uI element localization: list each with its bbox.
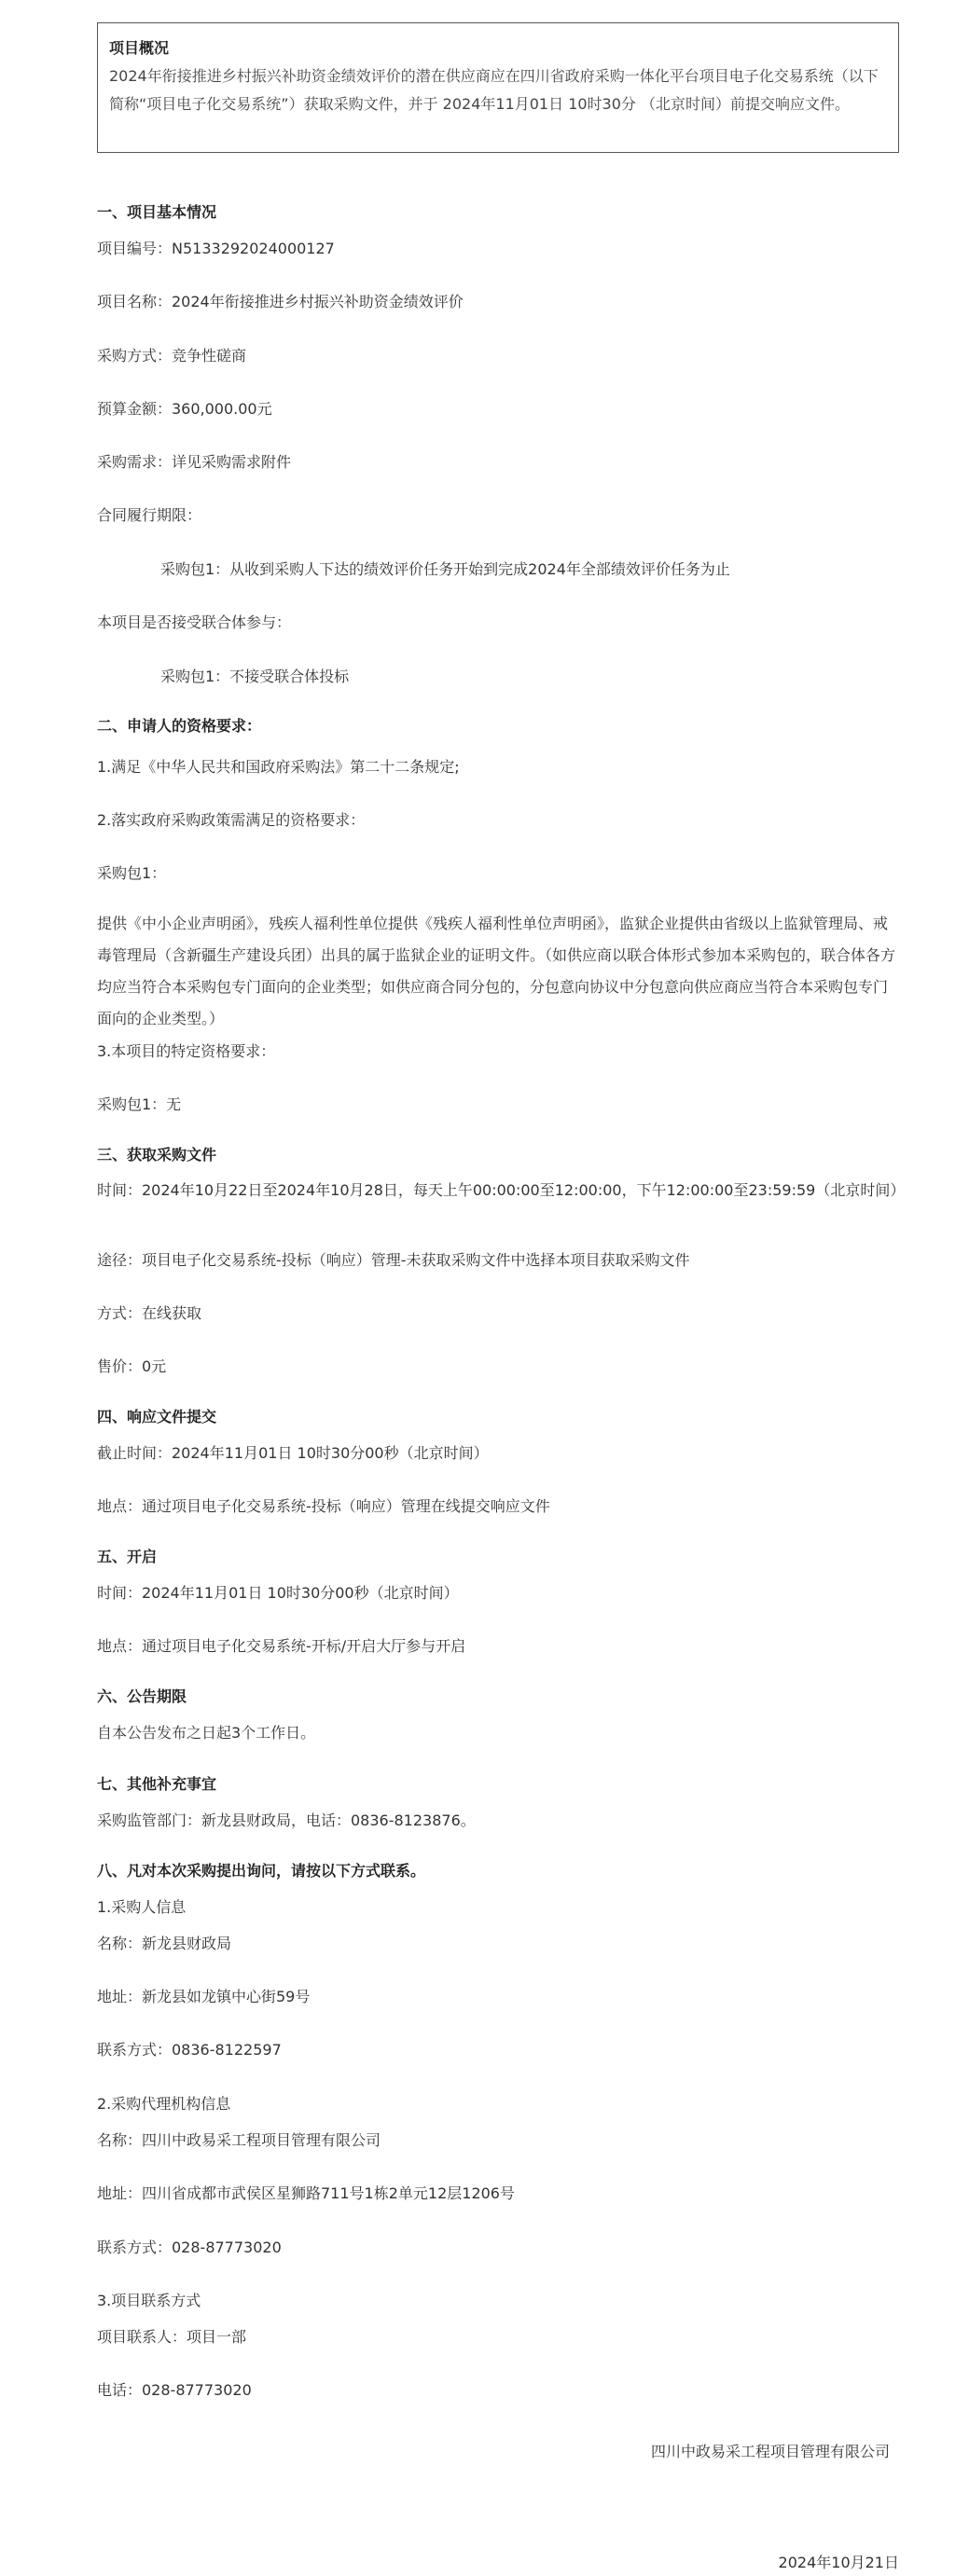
contract-period-label: 合同履行期限： (97, 506, 202, 524)
section-heading-submission: 四、响应文件提交 (97, 1408, 217, 1426)
section-heading-notice-period: 六、公告期限 (97, 1687, 187, 1705)
overview-title: 项目概况 (109, 39, 170, 57)
purchaser-name: 名称：新龙县财政局 (97, 1935, 232, 1952)
opening-time: 时间：2024年11月01日 10时30分00秒（北京时间） (97, 1584, 459, 1602)
consortium-package: 采购包1：不接受联合体投标 (160, 668, 350, 685)
section-heading-opening: 五、开启 (97, 1548, 158, 1565)
agency-address: 地址：四川省成都市武侯区星狮路711号1栋2单元12层1206号 (97, 2184, 515, 2202)
qualification-req-1: 1.满足《中华人民共和国政府采购法》第二十二条规定; (97, 758, 460, 776)
notice-period-text: 自本公告发布之日起3个工作日。 (97, 1724, 316, 1742)
submission-deadline: 截止时间：2024年11月01日 10时30分00秒（北京时间） (97, 1444, 489, 1462)
issuer-signature: 四川中政易采工程项目管理有限公司 (650, 2443, 890, 2460)
document-price: 售价：0元 (97, 1357, 167, 1375)
project-contact-phone: 电话：028-87773020 (97, 2381, 252, 2399)
project-number: 项目编号：N5133292024000127 (97, 240, 335, 257)
section-heading-contact: 八、凡对本次采购提出询问，请按以下方式联系。 (97, 1862, 426, 1880)
policy-requirement-text: 提供《中小企业声明函》，残疾人福利性单位提供《残疾人福利性单位声明函》，监狱企业提供由省级以上监狱管理局、戒毒管理局（含新疆生产建设兵团）出具的属于监狱企业的证明文件。（如供应商以联合体形式参加本采购包的，联合体各方均应当符合本采购包专门面向的企业类型；如供应商合同分包的，分包意向协议中分包意向供应商应当符合本采购包专门面向的企业类型。） (97, 915, 896, 1027)
project-contact-label: 3.项目联系方式 (97, 2292, 201, 2309)
section-heading-basic-info: 一、项目基本情况 (97, 203, 217, 221)
obtain-time: 时间：2024年10月22日至2024年10月28日，每天上午00:00:00至12:00:00，下午12:00:00至23:59:59（北京时间） (97, 1181, 906, 1199)
section-heading-supplementary: 七、其他补充事宜 (97, 1775, 217, 1793)
opening-place: 地点：通过项目电子化交易系统-开标/开启大厅参与开启 (97, 1637, 466, 1655)
overview-text: 2024年衔接推进乡村振兴补助资金绩效评价的潜在供应商应在四川省政府采购一体化平台项目电子化交易系统（以下简称“项目电子化交易系统”）获取采购文件，并于 2024年11月01日 10时30分 （北京时间）前提交响应文件。 (109, 67, 879, 113)
agency-name: 名称：四川中政易采工程项目管理有限公司 (97, 2131, 381, 2149)
project-contact-person: 项目联系人：项目一部 (97, 2328, 247, 2346)
purchaser-info-label: 1.采购人信息 (97, 1898, 187, 1916)
project-name: 项目名称：2024年衔接推进乡村振兴补助资金绩效评价 (97, 293, 464, 310)
section-heading-obtain-documents: 三、获取采购文件 (97, 1146, 217, 1164)
qualification-req-2: 2.落实政府采购政策需满足的资格要求： (97, 811, 366, 829)
obtain-channel: 途径：项目电子化交易系统-投标（响应）管理-未获取采购文件中选择本项目获取采购文件 (97, 1251, 690, 1269)
agency-info-label: 2.采购代理机构信息 (97, 2095, 231, 2113)
supervision-department: 采购监管部门：新龙县财政局，电话：0836-8123876。 (97, 1811, 476, 1829)
qualification-package-label: 采购包1： (97, 864, 167, 882)
consortium-label: 本项目是否接受联合体参与： (97, 613, 292, 631)
obtain-way: 方式：在线获取 (97, 1304, 202, 1322)
project-overview-box (97, 22, 899, 153)
contract-period-package: 采购包1：从收到采购人下达的绩效评价任务开始到完成2024年全部绩效评价任务为止 (160, 560, 730, 578)
announcement-page (97, 22, 906, 2571)
purchaser-contact: 联系方式：0836-8122597 (97, 2041, 282, 2059)
purchaser-address: 地址：新龙县如龙镇中心街59号 (97, 1988, 311, 2005)
procurement-method: 采购方式：竞争性磋商 (97, 347, 247, 365)
procurement-demand: 采购需求：详见采购需求附件 (97, 453, 292, 471)
section-heading-qualifications: 二、申请人的资格要求： (97, 717, 262, 735)
qualification-req-3-package: 采购包1：无 (97, 1095, 182, 1113)
issue-date: 2024年10月21日 (778, 2554, 899, 2571)
agency-contact: 联系方式：028-87773020 (97, 2239, 282, 2256)
budget-amount: 预算金额：360,000.00元 (97, 400, 272, 418)
submission-place: 地点：通过项目电子化交易系统-投标（响应）管理在线提交响应文件 (97, 1497, 550, 1515)
qualification-req-3: 3.本项目的特定资格要求： (97, 1042, 276, 1060)
